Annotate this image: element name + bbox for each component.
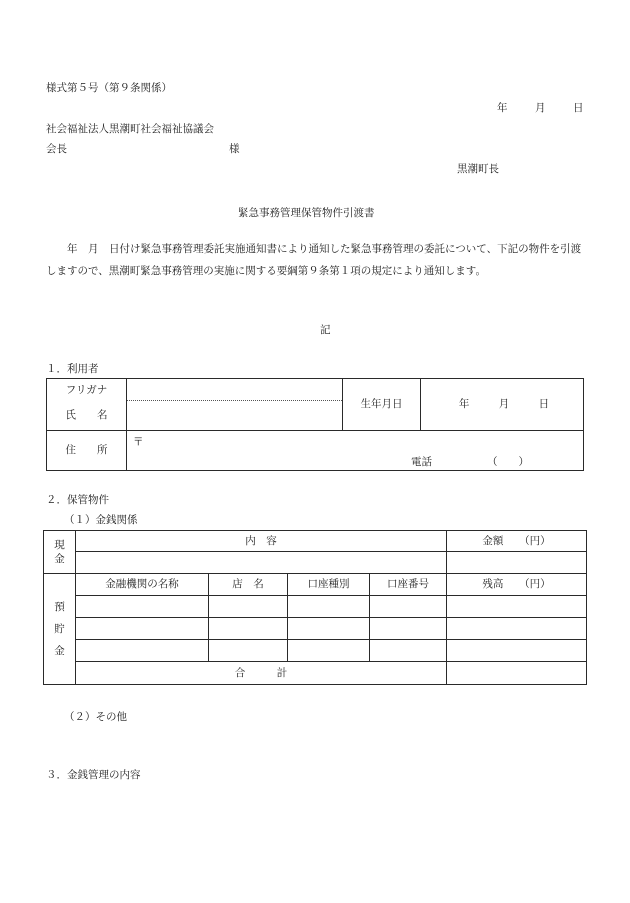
deposit-cell[interactable]	[209, 640, 288, 662]
section2-sub2: （２）その他	[64, 711, 127, 723]
recipient-org: 社会福祉法人黒潮町社会福祉協議会	[46, 123, 214, 135]
deposit-cell[interactable]	[447, 640, 587, 662]
name-label: 氏 名	[47, 401, 127, 431]
postal-mark: 〒	[133, 436, 144, 448]
section3-heading: ３．金銭管理の内容	[46, 769, 141, 781]
address-label: 住 所	[47, 431, 127, 471]
furigana-label: フリガナ	[47, 379, 127, 401]
column-bank-name: 金融機関の名称	[76, 574, 209, 596]
section1-heading: １．利用者	[46, 363, 99, 375]
column-balance: 残高 （円）	[447, 574, 587, 596]
deposit-cell[interactable]	[288, 596, 370, 618]
ki-label: 記	[320, 324, 331, 336]
body-text: 年 月 日付け緊急事務管理委託実施通知書により通知した緊急事務管理の委託について、下記の物件を引渡しますので、黒潮町緊急事務管理の実施に関する要綱第９条第１項の規定により通知します。	[46, 243, 582, 277]
total-label: 合 計	[76, 662, 447, 685]
dob-year: 年	[458, 398, 470, 411]
date-day-label: 日	[573, 102, 584, 114]
deposit-cell[interactable]	[76, 640, 209, 662]
deposit-cell[interactable]	[288, 618, 370, 640]
user-table	[46, 378, 584, 471]
cash-amount-field[interactable]	[447, 552, 587, 574]
total-amount-field[interactable]	[447, 662, 587, 685]
deposit-cell[interactable]	[76, 596, 209, 618]
deposit-label: 預 貯 金	[44, 574, 76, 685]
deposit-cell[interactable]	[370, 596, 447, 618]
recipient-title: 会長	[46, 143, 67, 155]
deposit-cell[interactable]	[447, 618, 587, 640]
deposit-cell[interactable]	[370, 640, 447, 662]
dob-label: 生年月日	[343, 379, 421, 431]
recipient-honorific: 様	[229, 143, 240, 155]
deposit-cell[interactable]	[288, 640, 370, 662]
furigana-field[interactable]	[127, 379, 343, 401]
form-number: 様式第５号（第９条関係）	[46, 82, 172, 94]
deposit-cell[interactable]	[209, 596, 288, 618]
date-year-label: 年	[497, 102, 508, 114]
dob-day: 日	[538, 398, 550, 411]
column-account-number: 口座番号	[370, 574, 447, 596]
deposit-cell[interactable]	[76, 618, 209, 640]
phone-paren: （ ）	[487, 456, 529, 468]
column-account-type: 口座種別	[288, 574, 370, 596]
phone-label: 電話	[411, 456, 432, 468]
section2-heading: ２．保管物件	[46, 494, 109, 506]
document-title: 緊急事務管理保管物件引渡書	[238, 207, 375, 219]
name-field[interactable]	[127, 401, 343, 431]
section2-sub1: （１）金銭関係	[64, 514, 138, 526]
cash-content-field[interactable]	[76, 552, 447, 574]
deposit-cell[interactable]	[370, 618, 447, 640]
cash-label: 現 金	[44, 531, 76, 574]
deposit-cell[interactable]	[209, 618, 288, 640]
money-table	[43, 530, 587, 685]
deposit-cell[interactable]	[447, 596, 587, 618]
amount-header: 金額 （円）	[447, 531, 587, 552]
dob-month: 月	[498, 398, 510, 411]
content-header: 内 容	[76, 531, 447, 552]
sender: 黒潮町長	[457, 163, 499, 175]
date-month-label: 月	[535, 102, 546, 114]
dob-field[interactable]	[421, 379, 584, 431]
column-branch: 店 名	[209, 574, 288, 596]
address-field[interactable]	[127, 431, 584, 471]
